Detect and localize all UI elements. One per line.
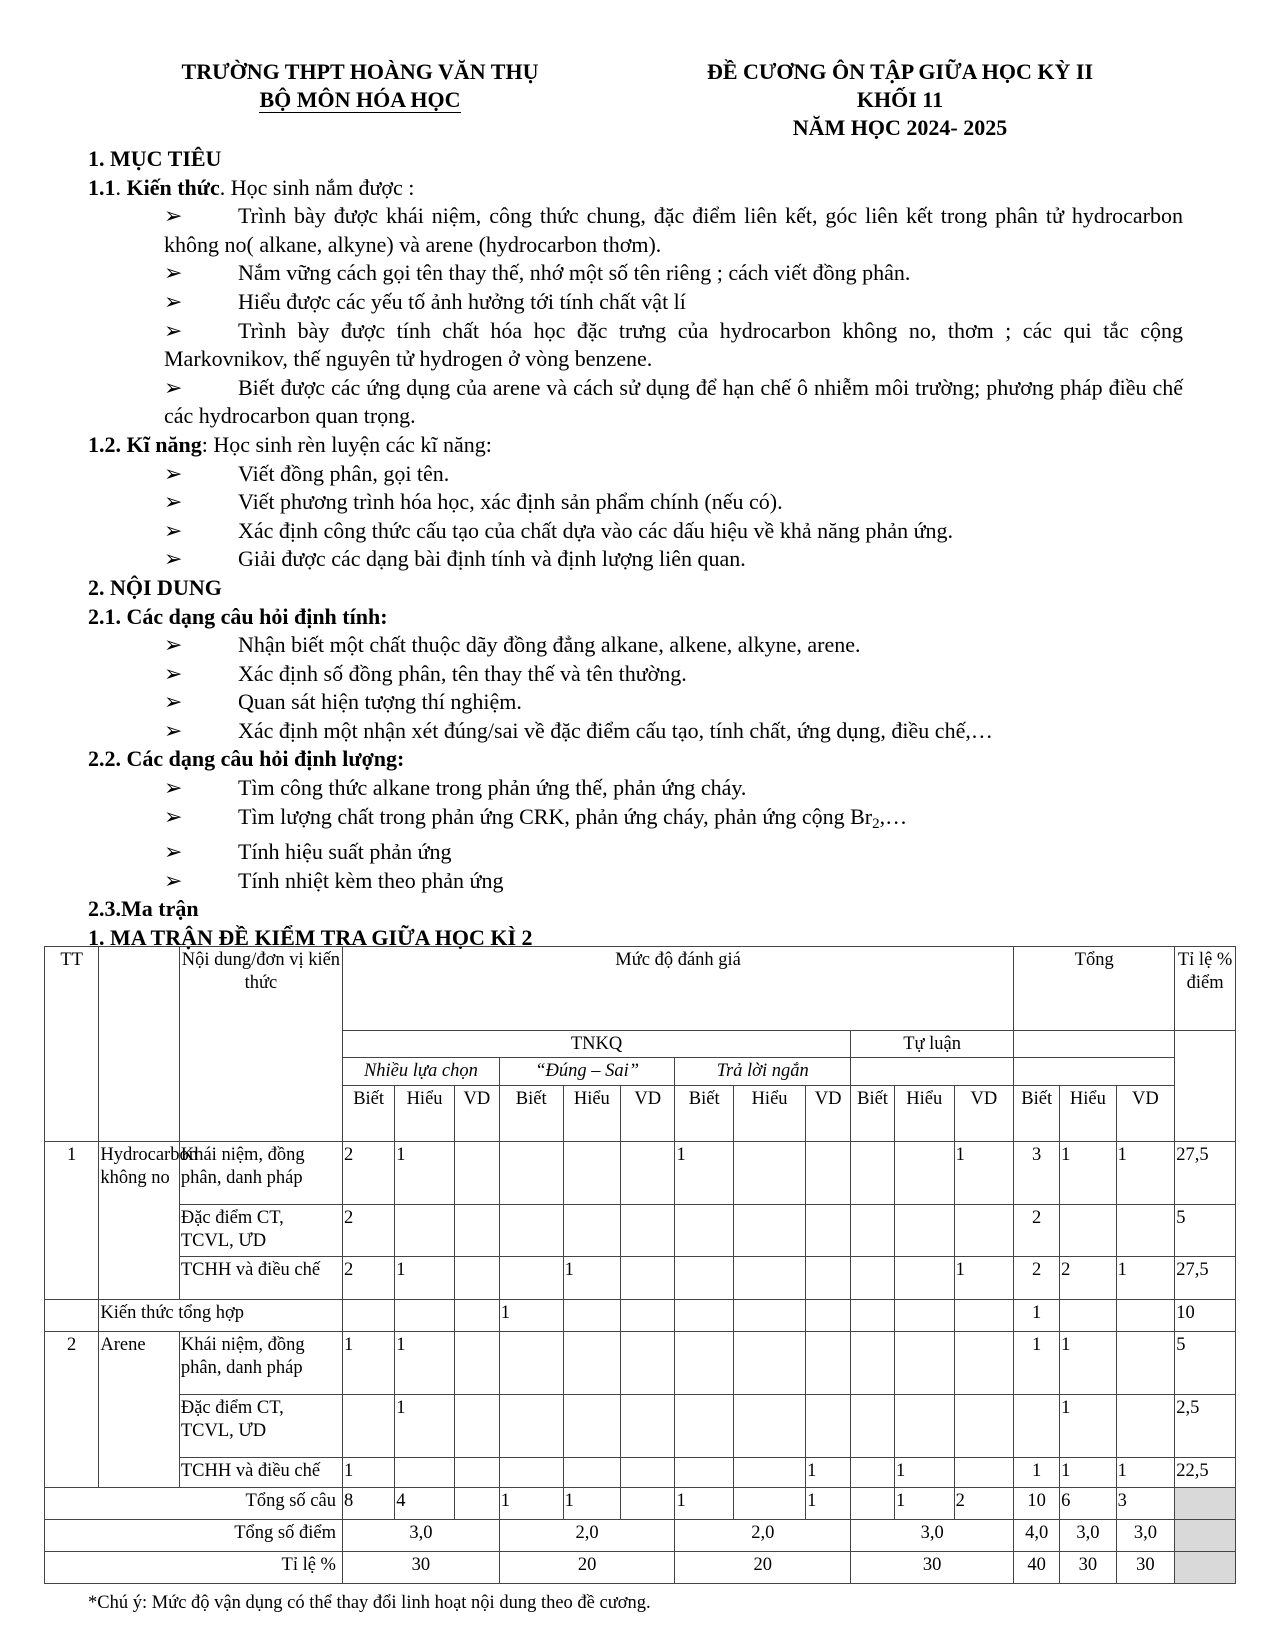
table-row: [45, 1552, 1236, 1584]
list-item-text: Xác định một nhận xét đúng/sai về đặc điểm cấu tạo, tính chất, ứng dụng, điều chế,…: [238, 717, 993, 743]
table-cell: [733, 1300, 805, 1332]
header-short-answer: Trả lời ngắn: [675, 1058, 851, 1086]
table-cell: [454, 1458, 499, 1488]
header-blank: [1175, 1031, 1236, 1142]
table-cell: [621, 1332, 675, 1395]
header-level-understand: Hiểu: [395, 1086, 455, 1142]
table-cell: [675, 1395, 734, 1458]
table-cell: 1: [675, 1488, 734, 1520]
arrow-bullet-icon: ➢: [164, 489, 183, 515]
table-cell: [621, 1205, 675, 1257]
table-cell: 1: [1060, 1332, 1116, 1395]
header-level-know: Biết: [342, 1086, 394, 1142]
subscript: 2: [872, 815, 880, 832]
knowledge-number: 1.1: [88, 174, 116, 200]
table-cell: 1: [342, 1458, 394, 1488]
table-cell: 1: [1116, 1142, 1175, 1205]
table-cell: 27,5: [1175, 1142, 1236, 1205]
list-item: [164, 517, 1183, 546]
table-cell: 4: [395, 1488, 455, 1520]
header-ratio: Tỉ lệ % điểm: [1175, 947, 1236, 1031]
table-cell: [851, 1205, 895, 1257]
topic-name: Arene: [99, 1332, 180, 1488]
table-cell: 1: [395, 1395, 455, 1458]
table-cell: 20: [675, 1552, 851, 1584]
table-cell: [675, 1205, 734, 1257]
table-cell: 10: [1014, 1488, 1060, 1520]
table-cell: [621, 1142, 675, 1205]
table-cell: 1: [1014, 1458, 1060, 1488]
table-cell: [806, 1300, 851, 1332]
table-cell: [395, 1458, 455, 1488]
table-cell: [675, 1332, 734, 1395]
table-cell: [733, 1332, 805, 1395]
table-cell: [1116, 1205, 1175, 1257]
table-row: [45, 1332, 1236, 1395]
table-cell: 40: [1014, 1552, 1060, 1584]
arrow-bullet-icon: ➢: [164, 260, 183, 286]
table-cell: [894, 1332, 954, 1395]
table-cell: [675, 1257, 734, 1300]
table-cell: [454, 1300, 499, 1332]
table-cell: 2: [342, 1142, 394, 1205]
list-item-text-main: Tìm lượng chất trong phản ứng CRK, phản ứng cháy, phản ứng cộng Br: [238, 803, 873, 829]
list-item-text: Tính hiệu suất phản ứng: [238, 839, 452, 865]
header-level-know: Biết: [1014, 1086, 1060, 1142]
arrow-bullet-icon: ➢: [164, 374, 183, 400]
table-cell: [1060, 1300, 1116, 1332]
table-row: [45, 1300, 1236, 1332]
header-assessment-level: Mức độ đánh giá: [342, 947, 1013, 1031]
table-row: [45, 1142, 1236, 1205]
outline-body: [88, 145, 1183, 953]
table-cell: 2,0: [499, 1520, 675, 1552]
document-header: [640, 58, 1160, 142]
table-cell: [954, 1300, 1014, 1332]
footnote: *Chú ý: Mức độ vận dụng có thể thay đổi linh hoạt nội dung theo đề cương.: [88, 1593, 651, 1613]
table-cell: [894, 1205, 954, 1257]
table-cell: [675, 1458, 734, 1488]
list-item-text-tail: ,…: [879, 803, 908, 829]
arrow-bullet-icon: ➢: [164, 517, 183, 543]
table-cell: [851, 1458, 895, 1488]
table-cell: [733, 1458, 805, 1488]
general-knowledge-label: Kiến thức tổng hợp: [99, 1300, 343, 1332]
header-tt: TT: [45, 947, 99, 1142]
table-cell: 3: [1014, 1142, 1060, 1205]
arrow-bullet-icon: ➢: [164, 717, 183, 743]
table-cell: [851, 1332, 895, 1395]
list-item: [164, 688, 1183, 717]
table-row: [45, 1488, 1236, 1520]
grade-label: KHỐI 11: [856, 87, 944, 112]
table-cell: 2: [342, 1205, 394, 1257]
table-cell: 1: [806, 1488, 851, 1520]
table-cell: 2: [1014, 1205, 1060, 1257]
arrow-bullet-icon: ➢: [164, 867, 183, 893]
table-cell: [395, 1300, 455, 1332]
header-blank: [99, 947, 180, 1142]
table-cell: [894, 1142, 954, 1205]
table-cell: 1: [395, 1332, 455, 1395]
header-essay: Tự luận: [851, 1031, 1014, 1058]
table-cell: 1: [395, 1142, 455, 1205]
matrix-heading: 2.3.Ma trận: [88, 896, 199, 922]
header-tnkq: TNKQ: [342, 1031, 850, 1058]
table-cell: [894, 1300, 954, 1332]
table-cell: [621, 1257, 675, 1300]
table-cell: [621, 1458, 675, 1488]
table-cell: 3: [1116, 1488, 1175, 1520]
table-cell: 1: [894, 1458, 954, 1488]
table-cell: [954, 1205, 1014, 1257]
list-item: [164, 803, 1183, 839]
table-cell: 27,5: [1175, 1257, 1236, 1300]
table-cell: [894, 1257, 954, 1300]
quantitative-heading: 2.2. Các dạng câu hỏi định lượng:: [88, 746, 405, 772]
unit-name: TCHH và điều chế: [179, 1458, 342, 1488]
table-cell: [454, 1257, 499, 1300]
table-cell: [499, 1142, 563, 1205]
skills-intro: : Học sinh rèn luyện các kĩ năng:: [201, 431, 492, 457]
table-cell: 30: [1116, 1552, 1175, 1584]
unit-name: Khái niệm, đồng phân, danh pháp: [179, 1142, 342, 1205]
table-cell: 2,5: [1175, 1395, 1236, 1458]
table-cell: 30: [851, 1552, 1014, 1584]
table-cell: [806, 1332, 851, 1395]
table-cell: [499, 1205, 563, 1257]
table-cell: [806, 1395, 851, 1458]
table-cell: [1116, 1395, 1175, 1458]
table-cell: [45, 1300, 99, 1332]
table-cell: 8: [342, 1488, 394, 1520]
list-item: [164, 545, 1183, 574]
header-level-understand: Hiểu: [733, 1086, 805, 1142]
table-cell: 1: [395, 1257, 455, 1300]
department-name: BỘ MÔN HÓA HỌC: [259, 87, 461, 112]
table-cell: [454, 1205, 499, 1257]
unit-name: Đặc điểm CT, TCVL, ƯD: [179, 1205, 342, 1257]
arrow-bullet-icon: ➢: [164, 203, 183, 229]
knowledge-subheading: 1.1. Kiến thức. Học sinh nắm được :: [88, 174, 415, 200]
table-cell: [563, 1300, 621, 1332]
header-blank: [851, 1058, 1014, 1086]
header-level-understand: Hiểu: [563, 1086, 621, 1142]
table-cell: [454, 1488, 499, 1520]
table-cell: 2: [954, 1488, 1014, 1520]
header-level-understand: Hiểu: [1060, 1086, 1116, 1142]
list-item-text: Viết đồng phân, gọi tên.: [238, 460, 450, 486]
list-item-text: Viết phương trình hóa học, xác định sản phẩm chính (nếu có).: [238, 489, 783, 515]
table-cell: [733, 1488, 805, 1520]
header-total: Tổng: [1014, 947, 1175, 1031]
table-cell: [1116, 1332, 1175, 1395]
list-item: [164, 202, 1183, 259]
table-cell: 1: [954, 1257, 1014, 1300]
list-item: [164, 460, 1183, 489]
document-title: ĐỀ CƯƠNG ÔN TẬP GIỮA HỌC KỲ II: [706, 59, 1094, 84]
table-cell: 1: [954, 1142, 1014, 1205]
table-row: [45, 1458, 1236, 1488]
header-blank: [1014, 1031, 1175, 1058]
table-cell: [454, 1332, 499, 1395]
topic-number: 1: [45, 1142, 99, 1300]
list-item-text: Nhận biết một chất thuộc dãy đồng đẳng alkane, alkene, alkyne, arene.: [238, 632, 861, 658]
list-item-text: Hiểu được các yếu tố ảnh hưởng tới tính chất vật lí: [238, 288, 686, 314]
skills-subheading: [88, 431, 1183, 460]
table-cell: 1: [1116, 1458, 1175, 1488]
arrow-bullet-icon: ➢: [164, 689, 183, 715]
table-cell: 1: [1014, 1332, 1060, 1395]
shaded-cell: [1175, 1488, 1236, 1520]
table-row: [45, 1520, 1236, 1552]
header-level-know: Biết: [499, 1086, 563, 1142]
header-level-know: Biết: [851, 1086, 895, 1142]
list-item: [164, 631, 1183, 660]
table-cell: [675, 1300, 734, 1332]
table-cell: [621, 1395, 675, 1458]
table-cell: 3,0: [1060, 1520, 1116, 1552]
list-item: [164, 288, 1183, 317]
qualitative-heading: 2.1. Các dạng câu hỏi định tính:: [88, 603, 388, 629]
table-cell: 2: [1060, 1257, 1116, 1300]
table-cell: [563, 1332, 621, 1395]
list-item: [164, 488, 1183, 517]
table-cell: [733, 1142, 805, 1205]
list-item-text: Biết được các ứng dụng của arene và cách sử dụng để hạn chế ô nhiễm môi trường; phương pháp điều chế các hydrocarbon quan trọng.: [164, 374, 1183, 429]
table-cell: [851, 1488, 895, 1520]
list-item-text: Trình bày được khái niệm, công thức chung, đặc điểm liên kết, góc liên kết trong phân tử hydrocarbon không no( alkane, alkyne) và arene (hydrocarbon thơm).: [164, 203, 1183, 257]
table-cell: [395, 1205, 455, 1257]
header-multiple-choice: Nhiều lựa chọn: [342, 1058, 499, 1086]
arrow-bullet-icon: ➢: [164, 546, 183, 572]
arrow-bullet-icon: ➢: [164, 839, 183, 865]
table-cell: 1: [1060, 1458, 1116, 1488]
table-cell: 3,0: [1116, 1520, 1175, 1552]
table-cell: 5: [1175, 1205, 1236, 1257]
table-cell: [621, 1300, 675, 1332]
table-cell: 1: [1060, 1142, 1116, 1205]
unit-name: TCHH và điều chế: [179, 1257, 342, 1300]
table-cell: [733, 1395, 805, 1458]
topic-name: Hydrocarbon không no: [99, 1142, 180, 1300]
table-cell: 1: [1116, 1257, 1175, 1300]
knowledge-intro: . Học sinh nắm được :: [219, 174, 415, 200]
list-item: [164, 867, 1183, 896]
header-level-apply: VD: [806, 1086, 851, 1142]
school-year: NĂM HỌC 2024- 2025: [792, 115, 1008, 140]
table-cell: 1: [563, 1488, 621, 1520]
total-questions-label: Tổng số câu: [45, 1488, 343, 1520]
header-level-apply: VD: [621, 1086, 675, 1142]
table-cell: 1: [806, 1458, 851, 1488]
header-level-apply: VD: [454, 1086, 499, 1142]
arrow-bullet-icon: ➢: [164, 460, 183, 486]
list-item-text: Xác định số đồng phân, tên thay thế và tên thường.: [238, 660, 687, 686]
table-cell: [454, 1142, 499, 1205]
list-item-text: Quan sát hiện tượng thí nghiệm.: [238, 689, 522, 715]
list-item-text: Tìm công thức alkane trong phản ứng thế, phản ứng cháy.: [238, 775, 747, 801]
table-cell: 4,0: [1014, 1520, 1060, 1552]
table-cell: [733, 1205, 805, 1257]
table-cell: 22,5: [1175, 1458, 1236, 1488]
table-cell: [342, 1300, 394, 1332]
table-cell: [851, 1395, 895, 1458]
table-cell: 10: [1175, 1300, 1236, 1332]
skills-label: 1.2. Kĩ năng: [88, 431, 202, 457]
table-cell: [499, 1458, 563, 1488]
header-blank: [1014, 1058, 1175, 1086]
table-cell: [894, 1395, 954, 1458]
table-cell: 2: [342, 1257, 394, 1300]
table-row: [45, 1257, 1236, 1300]
table-cell: 1: [499, 1488, 563, 1520]
table-cell: 1: [342, 1332, 394, 1395]
arrow-bullet-icon: ➢: [164, 288, 183, 314]
table-cell: [954, 1332, 1014, 1395]
table-row: [45, 947, 1236, 1031]
table-cell: 3,0: [851, 1520, 1014, 1552]
table-cell: [733, 1257, 805, 1300]
table-cell: [851, 1257, 895, 1300]
header-content-unit: Nội dung/đơn vị kiến thức: [179, 947, 342, 1142]
list-item-text: Trình bày được tính chất hóa học đặc trưng của hydrocarbon không no, thơm ; các qui tắc cộng Markovnikov, thế nguyên tử hydrogen ở vòng benzene.: [164, 317, 1183, 372]
school-header: [120, 58, 600, 114]
list-item: [164, 717, 1183, 746]
table-cell: [806, 1205, 851, 1257]
shaded-cell: [1175, 1520, 1236, 1552]
table-cell: [954, 1395, 1014, 1458]
arrow-bullet-icon: ➢: [164, 632, 183, 658]
table-cell: 1: [894, 1488, 954, 1520]
table-cell: 1: [1060, 1395, 1116, 1458]
table-cell: [954, 1458, 1014, 1488]
table-cell: [1014, 1395, 1060, 1458]
table-cell: 1: [675, 1142, 734, 1205]
table-cell: [563, 1142, 621, 1205]
arrow-bullet-icon: ➢: [164, 775, 183, 801]
shaded-cell: [1175, 1552, 1236, 1584]
table-cell: 30: [342, 1552, 499, 1584]
total-ratio-label: Tỉ lệ %: [45, 1552, 343, 1584]
section-objectives-heading: 1. MỤC TIÊU: [88, 146, 222, 171]
table-cell: [499, 1395, 563, 1458]
table-cell: 1: [563, 1257, 621, 1300]
table-cell: 30: [1060, 1552, 1116, 1584]
header-level-know: Biết: [675, 1086, 734, 1142]
topic-number: 2: [45, 1332, 99, 1488]
table-cell: [563, 1205, 621, 1257]
table-cell: [499, 1257, 563, 1300]
arrow-bullet-icon: ➢: [164, 660, 183, 686]
table-cell: [806, 1257, 851, 1300]
list-item: [164, 660, 1183, 689]
list-item-text: [238, 803, 1183, 839]
table-cell: 2,0: [675, 1520, 851, 1552]
table-cell: [454, 1395, 499, 1458]
matrix-title: 1. MA TRẬN ĐỀ KIỂM TRA GIỮA HỌC KÌ 2: [88, 925, 533, 951]
table-cell: 1: [1014, 1300, 1060, 1332]
table-cell: [499, 1332, 563, 1395]
table-cell: 1: [499, 1300, 563, 1332]
list-item: [164, 317, 1183, 374]
header-level-apply: VD: [954, 1086, 1014, 1142]
table-cell: [563, 1395, 621, 1458]
arrow-bullet-icon: ➢: [164, 803, 183, 829]
header-level-understand: Hiểu: [894, 1086, 954, 1142]
table-cell: [851, 1300, 895, 1332]
list-item-text: Giải được các dạng bài định tính và định lượng liên quan.: [238, 546, 746, 572]
unit-name: Khái niệm, đồng phân, danh pháp: [179, 1332, 342, 1395]
table-cell: 3,0: [342, 1520, 499, 1552]
assessment-matrix-table: [44, 946, 1236, 1584]
knowledge-label: Kiến thức: [126, 174, 220, 200]
header-true-false: “Đúng – Sai”: [499, 1058, 675, 1086]
total-points-label: Tổng số điểm: [45, 1520, 343, 1552]
table-cell: 6: [1060, 1488, 1116, 1520]
table-cell: [1060, 1205, 1116, 1257]
list-item: [164, 838, 1183, 867]
table-cell: [1116, 1300, 1175, 1332]
list-item: [164, 259, 1183, 288]
table-cell: 5: [1175, 1332, 1236, 1395]
header-level-apply: VD: [1116, 1086, 1175, 1142]
section-content-heading: 2. NỘI DUNG: [88, 574, 222, 600]
unit-name: Đặc điểm CT, TCVL, ƯD: [179, 1395, 342, 1458]
table-cell: 20: [499, 1552, 675, 1584]
table-row: [45, 1205, 1236, 1257]
table-cell: [851, 1142, 895, 1205]
table-cell: [806, 1142, 851, 1205]
list-item: [164, 774, 1183, 803]
table-cell: [563, 1458, 621, 1488]
list-item-text: Tính nhiệt kèm theo phản ứng: [238, 867, 504, 893]
table-cell: 2: [1014, 1257, 1060, 1300]
list-item-text: Nắm vững cách gọi tên thay thế, nhớ một số tên riêng ; cách viết đồng phân.: [238, 260, 911, 286]
table-cell: [342, 1395, 394, 1458]
arrow-bullet-icon: ➢: [164, 317, 183, 343]
table-cell: [621, 1488, 675, 1520]
school-name: TRƯỜNG THPT HOÀNG VĂN THỤ: [181, 59, 539, 84]
list-item-text: Xác định công thức cấu tạo của chất dựa vào các dấu hiệu về khả năng phản ứng.: [238, 517, 954, 543]
list-item: [164, 374, 1183, 431]
table-row: [45, 1395, 1236, 1458]
